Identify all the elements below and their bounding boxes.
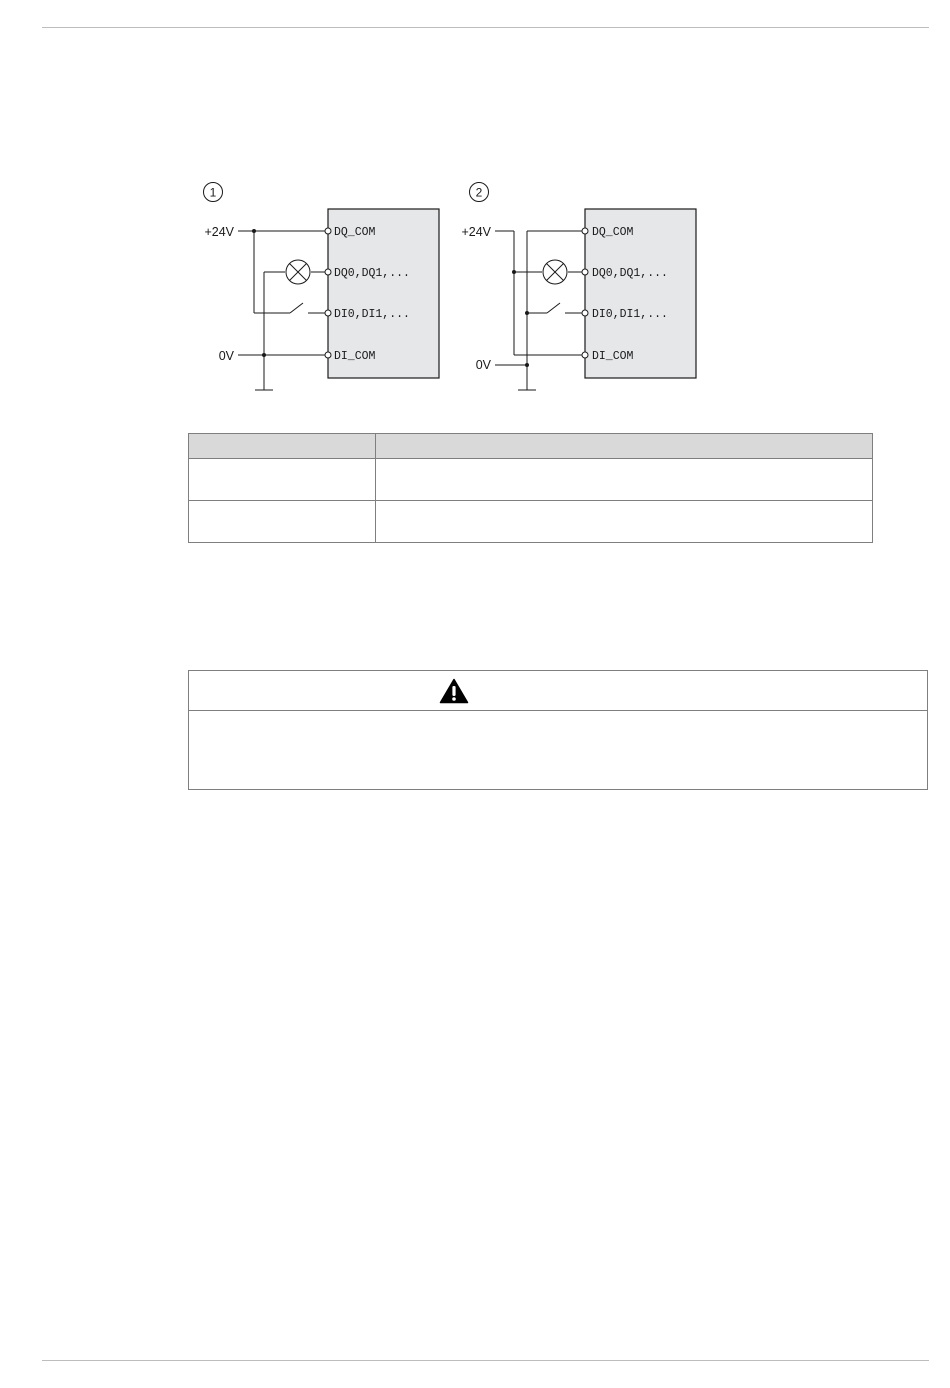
wiring-diagram bbox=[0, 0, 950, 420]
ground-label: 0V bbox=[475, 358, 491, 372]
legend-table bbox=[188, 433, 873, 543]
table-header-cell bbox=[376, 434, 873, 459]
terminal-label: DQ0,DQ1,... bbox=[334, 267, 410, 280]
table-cell bbox=[189, 459, 376, 501]
warning-triangle-icon bbox=[439, 678, 469, 704]
lamp-icon bbox=[543, 260, 567, 284]
ground-label: 0V bbox=[218, 349, 234, 363]
table-row bbox=[189, 459, 873, 501]
table-header-cell bbox=[189, 434, 376, 459]
wiring-variant-1 bbox=[204, 183, 440, 391]
terminal-label: DQ_COM bbox=[334, 226, 376, 239]
table-row bbox=[189, 501, 873, 543]
supply-label: +24V bbox=[204, 225, 234, 239]
terminal-label: DI_COM bbox=[592, 350, 634, 363]
variant-marker-2: 2 bbox=[475, 185, 483, 200]
terminal-label: DI0,DI1,... bbox=[334, 308, 410, 321]
warning-header bbox=[189, 671, 927, 711]
terminal-label: DI0,DI1,... bbox=[592, 308, 668, 321]
table-cell bbox=[189, 501, 376, 543]
terminal-label: DI_COM bbox=[334, 350, 376, 363]
terminal-label: DQ0,DQ1,... bbox=[592, 267, 668, 280]
wiring-variant-2 bbox=[461, 183, 696, 391]
variant-marker-1: 1 bbox=[209, 185, 217, 200]
terminal-label: DQ_COM bbox=[592, 226, 634, 239]
footer-rule bbox=[42, 1360, 929, 1361]
warning-box bbox=[188, 670, 928, 790]
supply-label: +24V bbox=[461, 225, 491, 239]
lamp-icon bbox=[286, 260, 310, 284]
table-cell bbox=[376, 459, 873, 501]
table-cell bbox=[376, 501, 873, 543]
table-header-row bbox=[189, 434, 873, 459]
